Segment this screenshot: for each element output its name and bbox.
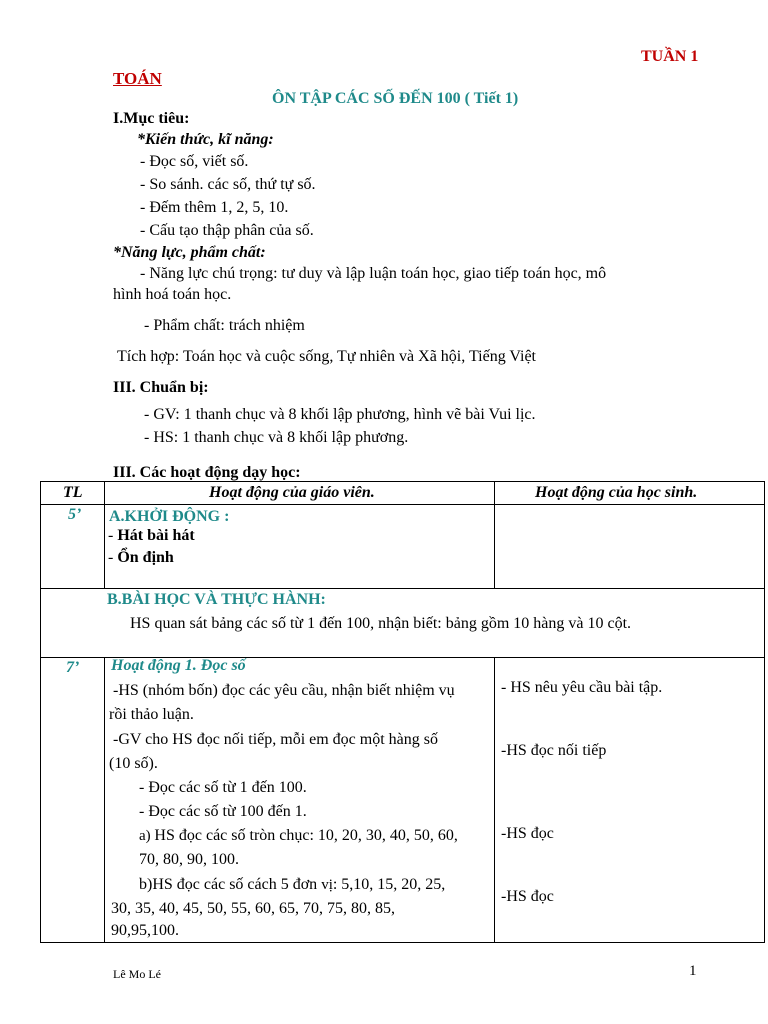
student-step: -HS đọc: [501, 825, 554, 842]
teacher-step: - Đọc các số từ 100 đến 1.: [139, 803, 307, 820]
table-divider: [41, 588, 764, 589]
subject-title: TOÁN: [113, 69, 162, 88]
footer-author: Lê Mo Lé: [113, 967, 161, 981]
table-divider: [104, 657, 105, 943]
teacher-step: a) HS đọc các số tròn chục: 10, 20, 30, 40, 50, 60,: [139, 827, 458, 844]
activity-title: Hoạt động 1. Đọc số: [111, 657, 246, 674]
preparation-heading: III. Chuẩn bị:: [113, 379, 209, 396]
warmup-title: A.KHỞI ĐỘNG :: [109, 508, 230, 525]
activities-heading: III. Các hoạt động dạy học:: [113, 464, 301, 481]
column-header-time: TL: [63, 484, 83, 501]
student-step: -HS đọc nối tiếp: [501, 742, 607, 759]
week-label: TUẦN 1: [641, 48, 699, 65]
section-title: B.BÀI HỌC VÀ THỰC HÀNH:: [107, 591, 326, 608]
knowledge-heading: *Kiến thức, kĩ năng:: [137, 131, 274, 148]
teacher-step: 90,95,100.: [111, 922, 179, 939]
column-header-student: Hoạt động của học sinh.: [535, 484, 698, 501]
column-header-teacher: Hoạt động của giáo viên.: [209, 484, 375, 501]
warmup-item: - Hát bài hát: [108, 527, 195, 544]
competence-line: hình hoá toán học.: [113, 286, 232, 303]
teacher-step: -HS (nhóm bốn) đọc các yêu cầu, nhận biết nhiệm vụ: [113, 682, 455, 699]
lesson-title: ÔN TẬP CÁC SỐ ĐẾN 100 ( Tiết 1): [272, 90, 519, 107]
integration-line: Tích hợp: Toán học và cuộc sống, Tự nhiên và Xã hội, Tiếng Việt: [117, 348, 536, 365]
knowledge-item: - Đếm thêm 1, 2, 5, 10.: [140, 199, 289, 216]
table-divider: [41, 504, 764, 505]
knowledge-item: - So sánh. các số, thứ tự số.: [140, 176, 316, 193]
knowledge-item: - Đọc số, viết số.: [140, 153, 249, 170]
table-divider: [494, 657, 495, 943]
objectives-heading: I.Mục tiêu:: [113, 110, 190, 127]
student-step: - HS nêu yêu cầu bài tập.: [501, 679, 663, 696]
competence-heading: *Năng lực, phẩm chất:: [113, 244, 266, 261]
teacher-step: b)HS đọc các số cách 5 đơn vị: 5,10, 15, 20, 25,: [139, 876, 446, 893]
section-text: HS quan sát bảng các số từ 1 đến 100, nhận biết: bảng gồm 10 hàng và 10 cột.: [130, 615, 632, 632]
row-time: 5’: [68, 506, 82, 523]
teacher-step: 30, 35, 40, 45, 50, 55, 60, 65, 70, 75, 80, 85,: [111, 900, 395, 917]
lesson-table: [40, 481, 765, 943]
teacher-step: rồi thảo luận.: [109, 706, 194, 723]
table-divider: [104, 482, 105, 588]
competence-line: - Năng lực chú trọng: tư duy và lập luận toán học, giao tiếp toán học, mô: [140, 265, 607, 282]
warmup-item: - Ổn định: [108, 549, 174, 566]
knowledge-item: - Cấu tạo thập phân của số.: [140, 222, 314, 239]
teacher-step: -GV cho HS đọc nối tiếp, mỗi em đọc một hàng số: [113, 731, 438, 748]
page-number: 1: [689, 963, 697, 979]
teacher-step: 70, 80, 90, 100.: [139, 851, 239, 868]
student-step: -HS đọc: [501, 888, 554, 905]
preparation-student: - HS: 1 thanh chục và 8 khối lập phương.: [144, 429, 409, 446]
preparation-teacher: - GV: 1 thanh chục và 8 khối lập phương, hình vẽ bài Vui lịc.: [144, 406, 536, 423]
teacher-step: (10 số).: [109, 755, 158, 772]
table-divider: [494, 482, 495, 588]
teacher-step: - Đọc các số từ 1 đến 100.: [139, 779, 307, 796]
quality-line: - Phẩm chất: trách nhiệm: [144, 317, 305, 334]
row-time: 7’: [66, 659, 80, 676]
